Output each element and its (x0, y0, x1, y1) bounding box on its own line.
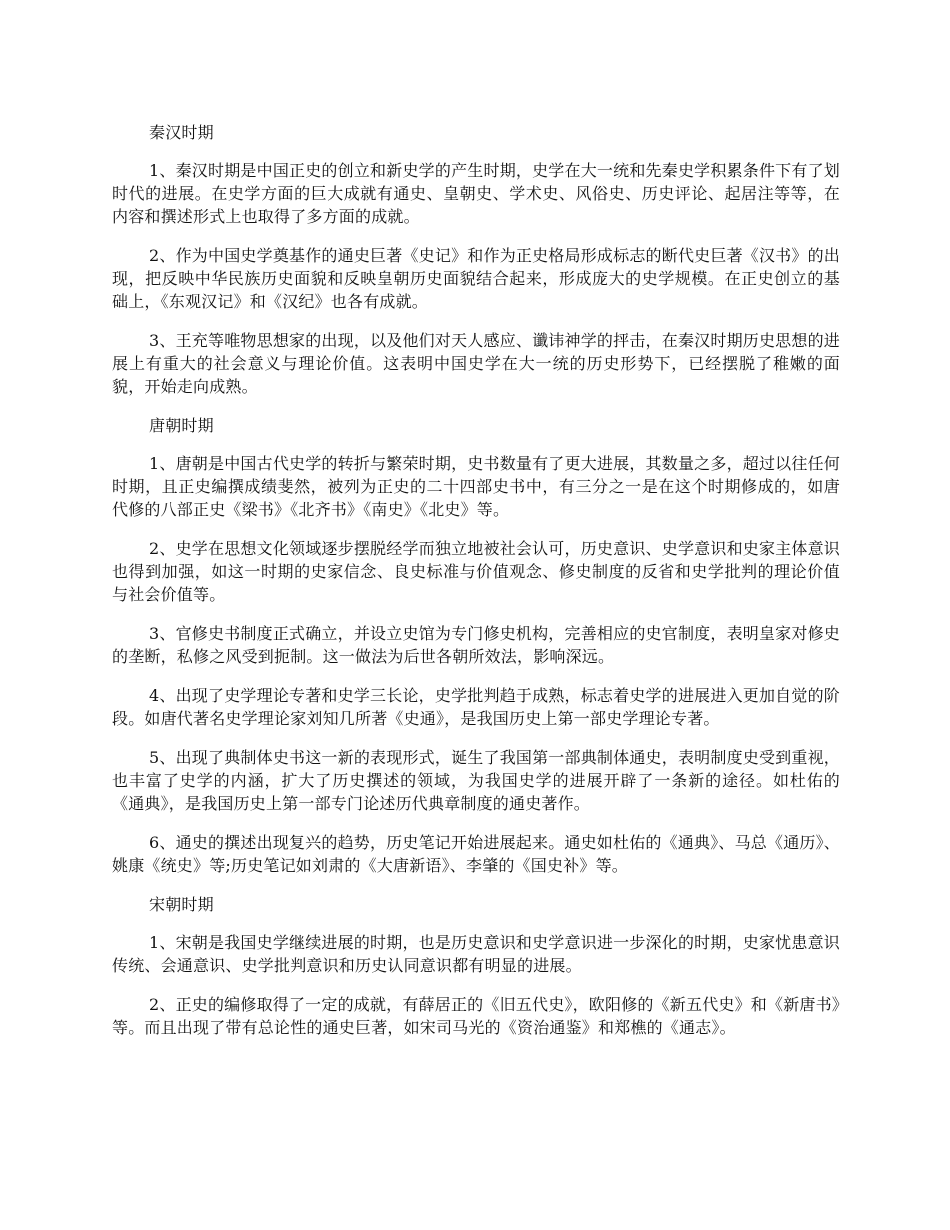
section-song (112, 893, 840, 1039)
paragraph: 3、官修史书制度正式确立，并设立史馆为专门修史机构，完善相应的史官制度，表明皇家对修史的垄断，私修之风受到扼制。这一做法为后世各朝所效法，影响深远。 (112, 624, 840, 666)
section-heading: 唐朝时期 (149, 416, 214, 435)
paragraph: 2、作为中国史学奠基作的通史巨著《史记》和作为正史格局形成标志的断代史巨著《汉书》的出现，把反映中华民族历史面貌和反映皇朝历史面貌结合起来，形成庞大的史学规模。在正史创立的基础上，《东观汉记》和《汉纪》也各有成就。 (112, 246, 840, 311)
paragraph: 1、宋朝是我国史学继续进展的时期，也是历史意识和史学意识进一步深化的时期，史家忧患意识传统、会通意识、史学批判意识和历史认同意识都有明显的进展。 (112, 933, 840, 975)
paragraph: 3、王充等唯物思想家的出现，以及他们对天人感应、谶讳神学的抨击，在秦汉时期历史思想的进展上有重大的社会意义与理论价值。这表明中国史学在大一统的历史形势下，已经摆脱了稚嫩的面貌，开始走向成熟。 (112, 331, 840, 396)
section-tang (112, 414, 840, 877)
paragraph: 2、正史的编修取得了一定的成就，有薛居正的《旧五代史》，欧阳修的《新五代史》和《新唐书》等。而且出现了带有总论性的通史巨著，如宋司马光的《资治通鉴》和郑樵的《通志》。 (112, 995, 840, 1037)
section-heading: 秦汉时期 (149, 123, 214, 142)
paragraph: 6、通史的撰述出现复兴的趋势，历史笔记开始进展起来。通史如杜佑的《通典》、马总《通历》、姚康《统史》等;历史笔记如刘肃的《大唐新语》、李肇的《国史补》等。 (112, 833, 840, 875)
section-heading: 宋朝时期 (149, 895, 214, 914)
paragraph: 1、秦汉时期是中国正史的创立和新史学的产生时期，史学在大一统和先秦史学积累条件下有了划时代的进展。在史学方面的巨大成就有通史、皇朝史、学术史、风俗史、历史评论、起居注等等，在内容和撰述形式上也取得了多方面的成就。 (112, 161, 840, 226)
paragraph: 5、出现了典制体史书这一新的表现形式，诞生了我国第一部典制体通史，表明制度史受到重视，也丰富了史学的内涵，扩大了历史撰述的领域，为我国史学的进展开辟了一条新的途径。如杜佑的《通典》，是我国历史上第一部专门论述历代典章制度的通史著作。 (112, 748, 840, 813)
section-qin-han (112, 121, 840, 398)
paragraph: 2、史学在思想文化领域逐步摆脱经学而独立地被社会认可，历史意识、史学意识和史家主体意识也得到加强，如这一时期的史家信念、良史标准与价值观念、修史制度的反省和史学批判的理论价值与社会价值等。 (112, 539, 840, 604)
paragraph: 4、出现了史学理论专著和史学三长论，史学批判趋于成熟，标志着史学的进展进入更加自觉的阶段。如唐代著名史学理论家刘知几所著《史通》，是我国历史上第一部史学理论专著。 (112, 686, 840, 728)
paragraph: 1、唐朝是中国古代史学的转折与繁荣时期，史书数量有了更大进展，其数量之多，超过以往任何时期，且正史编撰成绩斐然，被列为正史的二十四部史书中，有三分之一是在这个时期修成的，如唐代修的八部正史《梁书》《北齐书》《南史》《北史》等。 (112, 454, 840, 519)
document-body (112, 121, 840, 1055)
